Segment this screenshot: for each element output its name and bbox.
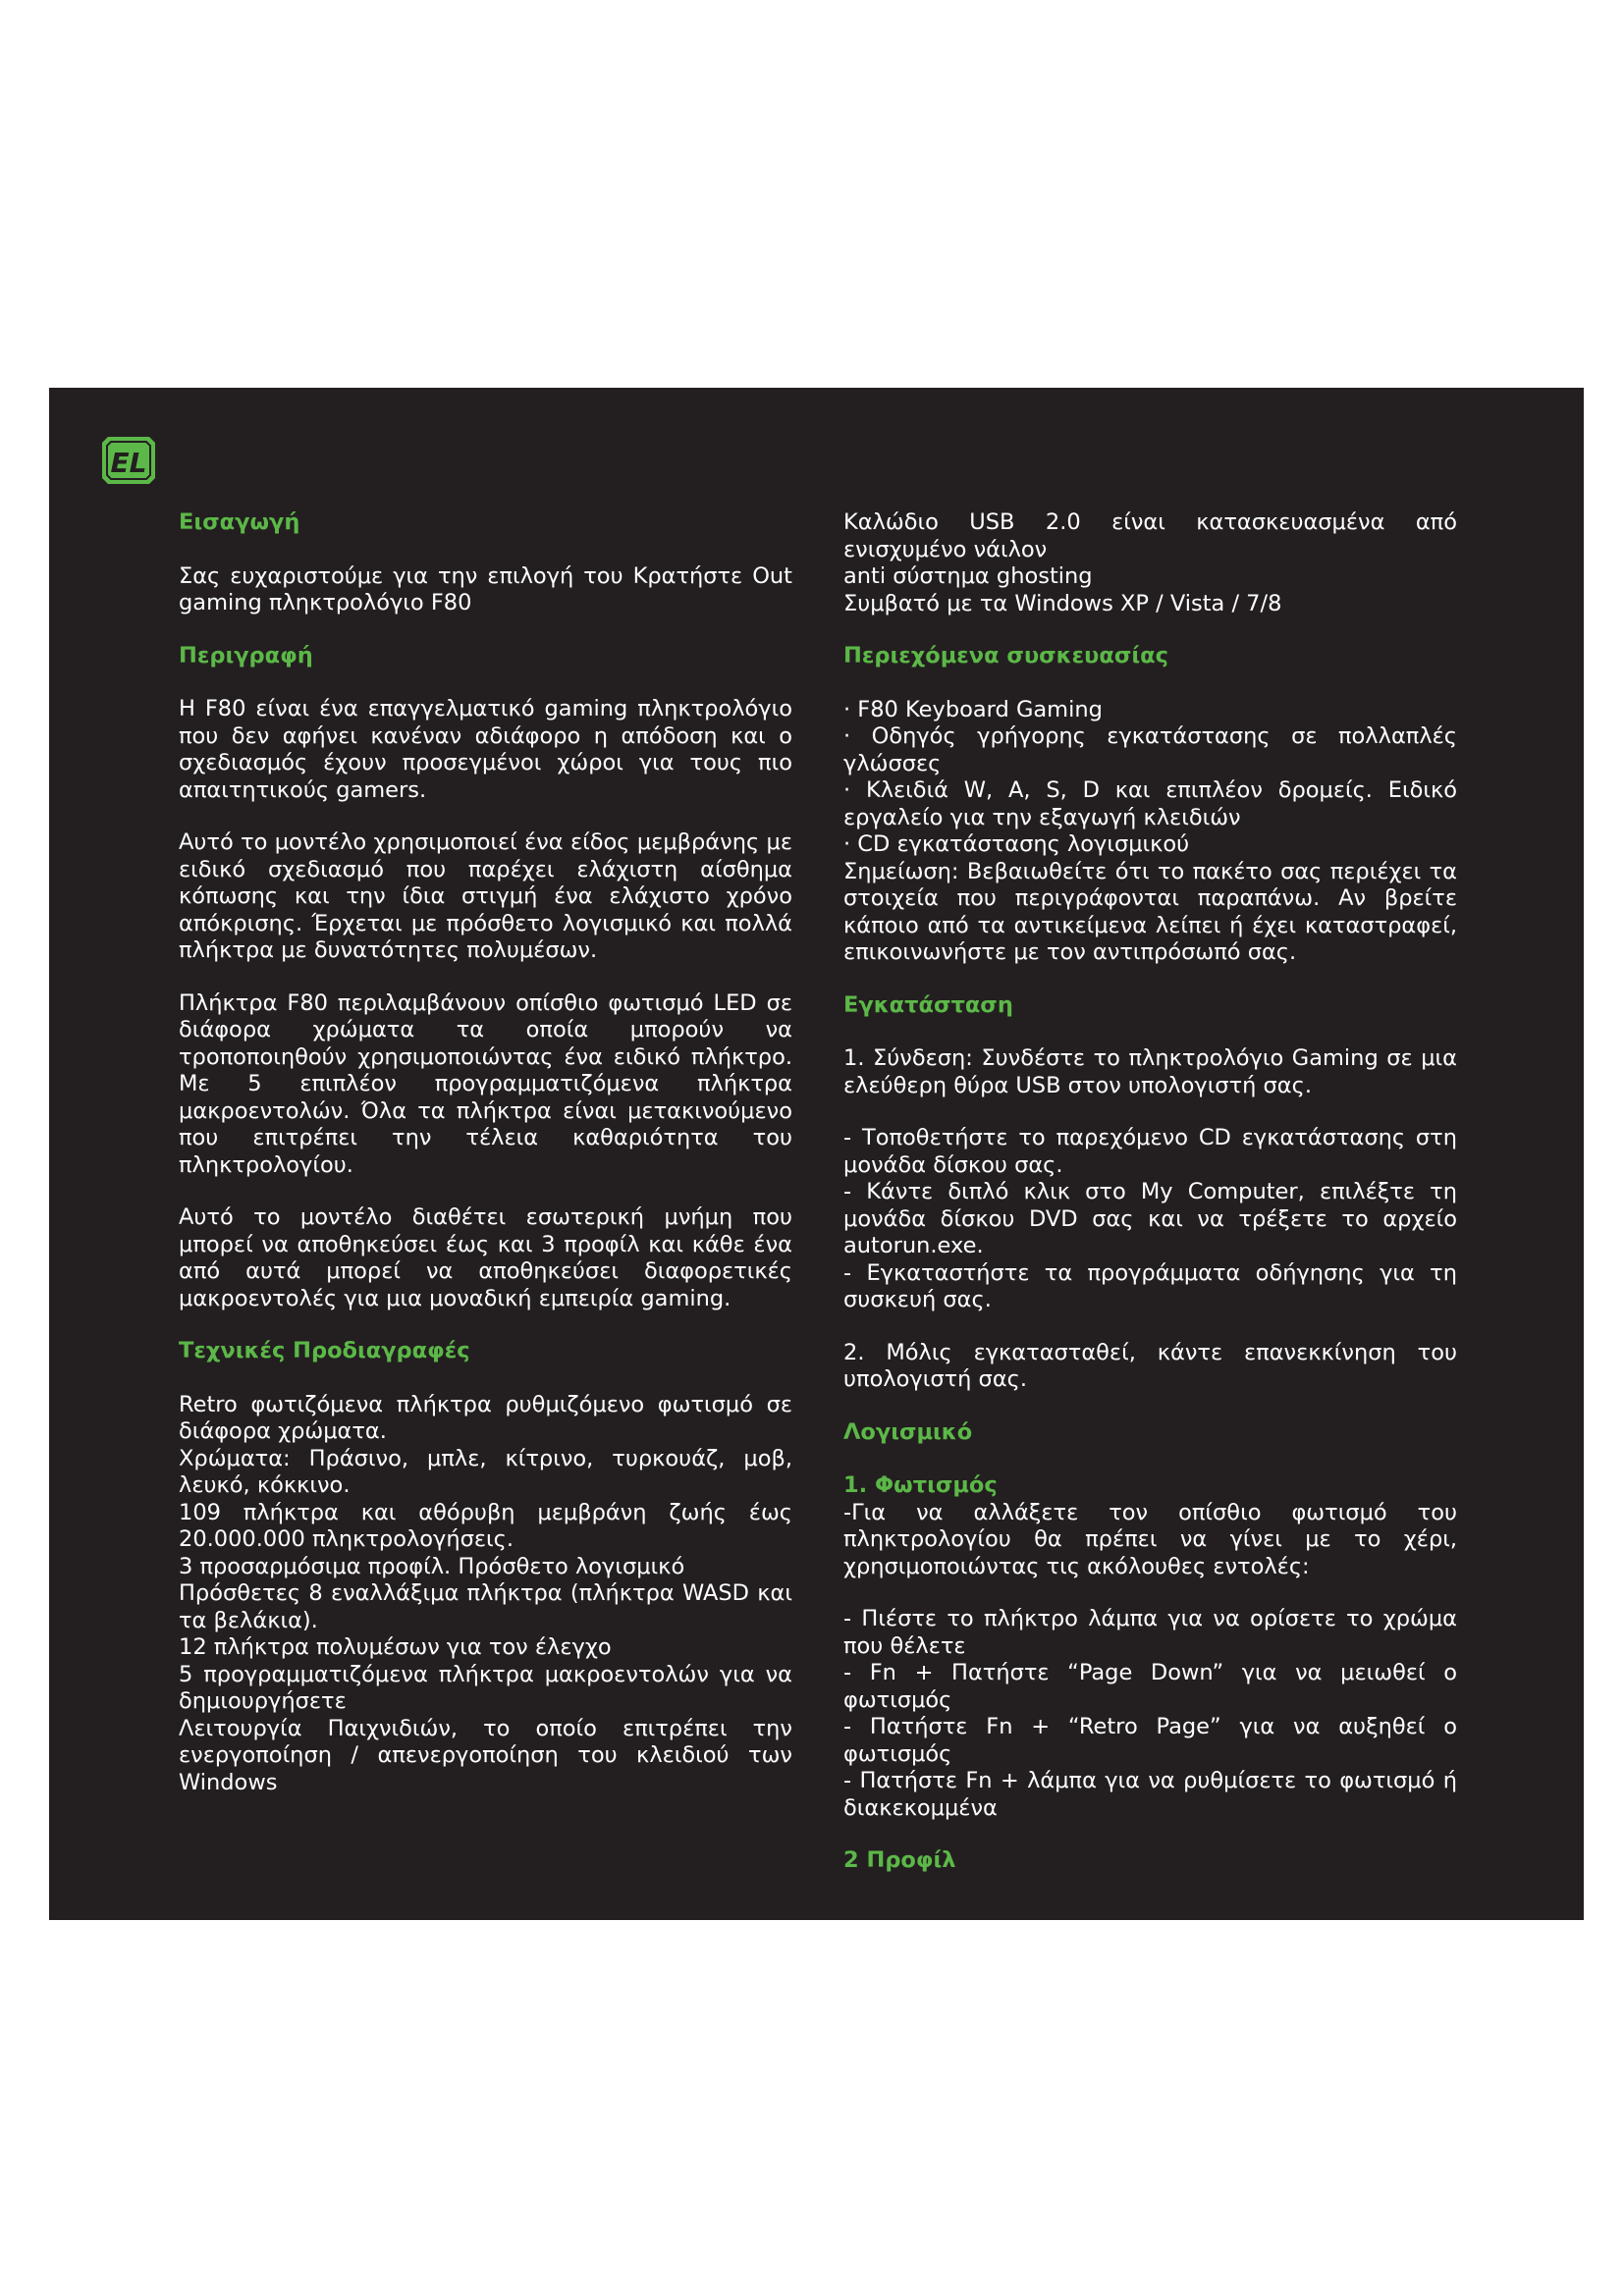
lighting-command: - Πατήστε Fn + λάμπα για να ρυθμίσετε το φωτισμό ή διακεκομμένα (843, 1768, 1457, 1821)
lighting-intro: -Για να αλλάξετε τον οπίσθιο φωτισμό του πληκτρολογίου θα πρέπει να γίνει με το χέρι, χρησιμοποιώντας τις ακόλουθες εντολές: (843, 1499, 1457, 1579)
specs-heading: Τεχνικές Προδιαγραφές (179, 1338, 470, 1363)
spec-item: Retro φωτιζόμενα πλήκτρα ρυθμιζόμενο φωτισμό σε διάφορα χρώματα. (179, 1391, 792, 1444)
installation-substep: - Τοποθετήστε το παρεχόμενο CD εγκατάστασης στη μονάδα δίσκου σας. (843, 1125, 1457, 1178)
description-heading: Περιγραφή (179, 642, 313, 668)
package-item: · Κλειδιά W, A, S, D και επιπλέον δρομείς. Ειδικό εργαλείο για την εξαγωγή κλειδιών (843, 777, 1457, 830)
package-item: · CD εγκατάστασης λογισμικού (843, 831, 1190, 857)
installation-substeps (843, 1125, 1457, 1314)
specs-continued-list (843, 509, 1457, 617)
lighting-command: - Πατήστε Fn + “Retro Page” για να αυξηθεί ο φωτισμός (843, 1714, 1457, 1767)
right-column (843, 509, 1457, 1901)
intro-text: Σας ευχαριστούμε για την επιλογή του Κρατήστε Out gaming πληκτρολόγιο F80 (179, 562, 792, 615)
installation-substep: - Κάντε διπλό κλικ στο My Computer, επιλέξτε τη μονάδα δίσκου DVD σας και να τρέξετε το αρχείο autorun.exe. (843, 1179, 1457, 1258)
description-paragraph-2: Αυτό το μοντέλο χρησιμοποιεί ένα είδος μεμβράνης με ειδικό σχεδιασμό που παρέχει ελάχιστη αίσθημα κόπωσης και την ίδια στιγμή ένα ελάχιστο χρόνο απόκρισης. Έρχεται με πρόσθετο λογισμικό και πολλά πλήκτρα με δυνατότητες πολυμέσων. (179, 829, 792, 963)
spec-item: Χρώματα: Πράσινο, μπλε, κίτρινο, τυρκουάζ, μοβ, λευκό, κόκκινο. (179, 1445, 792, 1498)
lighting-command: - Πιέστε το πλήκτρο λάμπα για να ορίσετε το χρώμα που θέλετε (843, 1606, 1457, 1659)
installation-step-2: 2. Μόλις εγκατασταθεί, κάντε επανεκκίνηση του υπολογιστή σας. (843, 1339, 1457, 1392)
lighting-command: - Fn + Πατήστε “Page Down” για να μειωθεί ο φωτισμός (843, 1660, 1457, 1713)
package-item: · Οδηγός γρήγορης εγκατάστασης σε πολλαπλές γλώσσες (843, 723, 1457, 776)
manual-page-panel (49, 388, 1584, 1920)
description-paragraph-3: Πλήκτρα F80 περιλαμβάνουν οπίσθιο φωτισμό LED σε διάφορα χρώματα τα οποία μπορούν να τροποποιηθούν χρησιμοποιώντας ένα ειδικό πλήκτρο. Με 5 επιπλέον προγραμματιζόμενα πλήκτρα μακροεντολών. Όλα τα πλήκτρα είναι μετακινούμενο που επιτρέπει την τέλεια καθαριότητα του πληκτρολογίου. (179, 989, 792, 1178)
badge-label: EL (110, 447, 147, 479)
lighting-commands (843, 1606, 1457, 1822)
intro-heading: Εισαγωγή (179, 509, 300, 535)
spec-item: Πρόσθετες 8 εναλλάξιμα πλήκτρα (πλήκτρα WASD και τα βελάκια). (179, 1580, 792, 1633)
spec-item: 109 πλήκτρα και αθόρυβη μεμβράνη ζωής έως 20.000.000 πληκτρολογήσεις. (179, 1499, 792, 1552)
spec-item: 5 προγραμματιζόμενα πλήκτρα μακροεντολών για να δημιουργήσετε (179, 1661, 792, 1714)
lighting-subheading: 1. Φωτισμός (843, 1472, 998, 1498)
package-note: Σημείωση: Βεβαιωθείτε ότι το πακέτο σας περιέχει τα στοιχεία που περιγράφονται παραπάνω. Αν βρείτε κάποιο από τα αντικείμενα λείπει ή έχει καταστραφεί, επικοινωνήστε με τον αντιπρόσωπό σας. (843, 858, 1457, 965)
package-contents-heading: Περιεχόμενα συσκευασίας (843, 643, 1168, 668)
installation-substep: - Εγκαταστήστε τα προγράμματα οδήγησης για τη συσκευή σας. (843, 1259, 1457, 1312)
spec-item: Καλώδιο USB 2.0 είναι κατασκευασμένα από ενισχυμένο νάιλον (843, 509, 1457, 562)
left-column (179, 509, 792, 1822)
profiles-heading: 2 Προφίλ (843, 1847, 956, 1873)
installation-heading: Εγκατάσταση (843, 991, 1013, 1018)
description-paragraph-1: Η F80 είναι ένα επαγγελματικό gaming πληκτρολόγιο που δεν αφήνει κανέναν αδιάφορο η απόδοση και ο σχεδιασμός έχουν προσεγμένοι χώροι για τους πιο απαιτητικούς gamers. (179, 696, 792, 803)
installation-step-1: 1. Σύνδεση: Συνδέστε το πληκτρολόγιο Gaming σε μια ελεύθερη θύρα USB στον υπολογιστή σας. (843, 1045, 1457, 1098)
package-item: · F80 Keyboard Gaming (843, 696, 1103, 722)
language-badge (100, 435, 157, 486)
el-badge-icon (100, 435, 157, 486)
spec-item: 3 προσαρμόσιμα προφίλ. Πρόσθετο λογισμικό (179, 1553, 685, 1579)
spec-item: Λειτουργία Παιχνιδιών, το οποίο επιτρέπει την ενεργοποίηση / απενεργοποίηση του κλειδιού των Windows (179, 1715, 792, 1795)
package-contents-list (843, 697, 1457, 859)
spec-item: Συμβατό με τα Windows XP / Vista / 7/8 (843, 590, 1282, 616)
software-heading: Λογισμικό (843, 1418, 973, 1445)
spec-item: 12 πλήκτρα πολυμέσων για τον έλεγχο (179, 1634, 612, 1660)
specs-list (179, 1392, 792, 1797)
description-paragraph-4: Αυτό το μοντέλο διαθέτει εσωτερική μνήμη που μπορεί να αποθηκεύσει έως και 3 προφίλ και κάθε ένα από αυτά μπορεί να αποθηκεύσει διαφορετικές μακροεντολές για μια μοναδική εμπειρία gaming. (179, 1204, 792, 1311)
spec-item: anti σύστημα ghosting (843, 563, 1093, 589)
